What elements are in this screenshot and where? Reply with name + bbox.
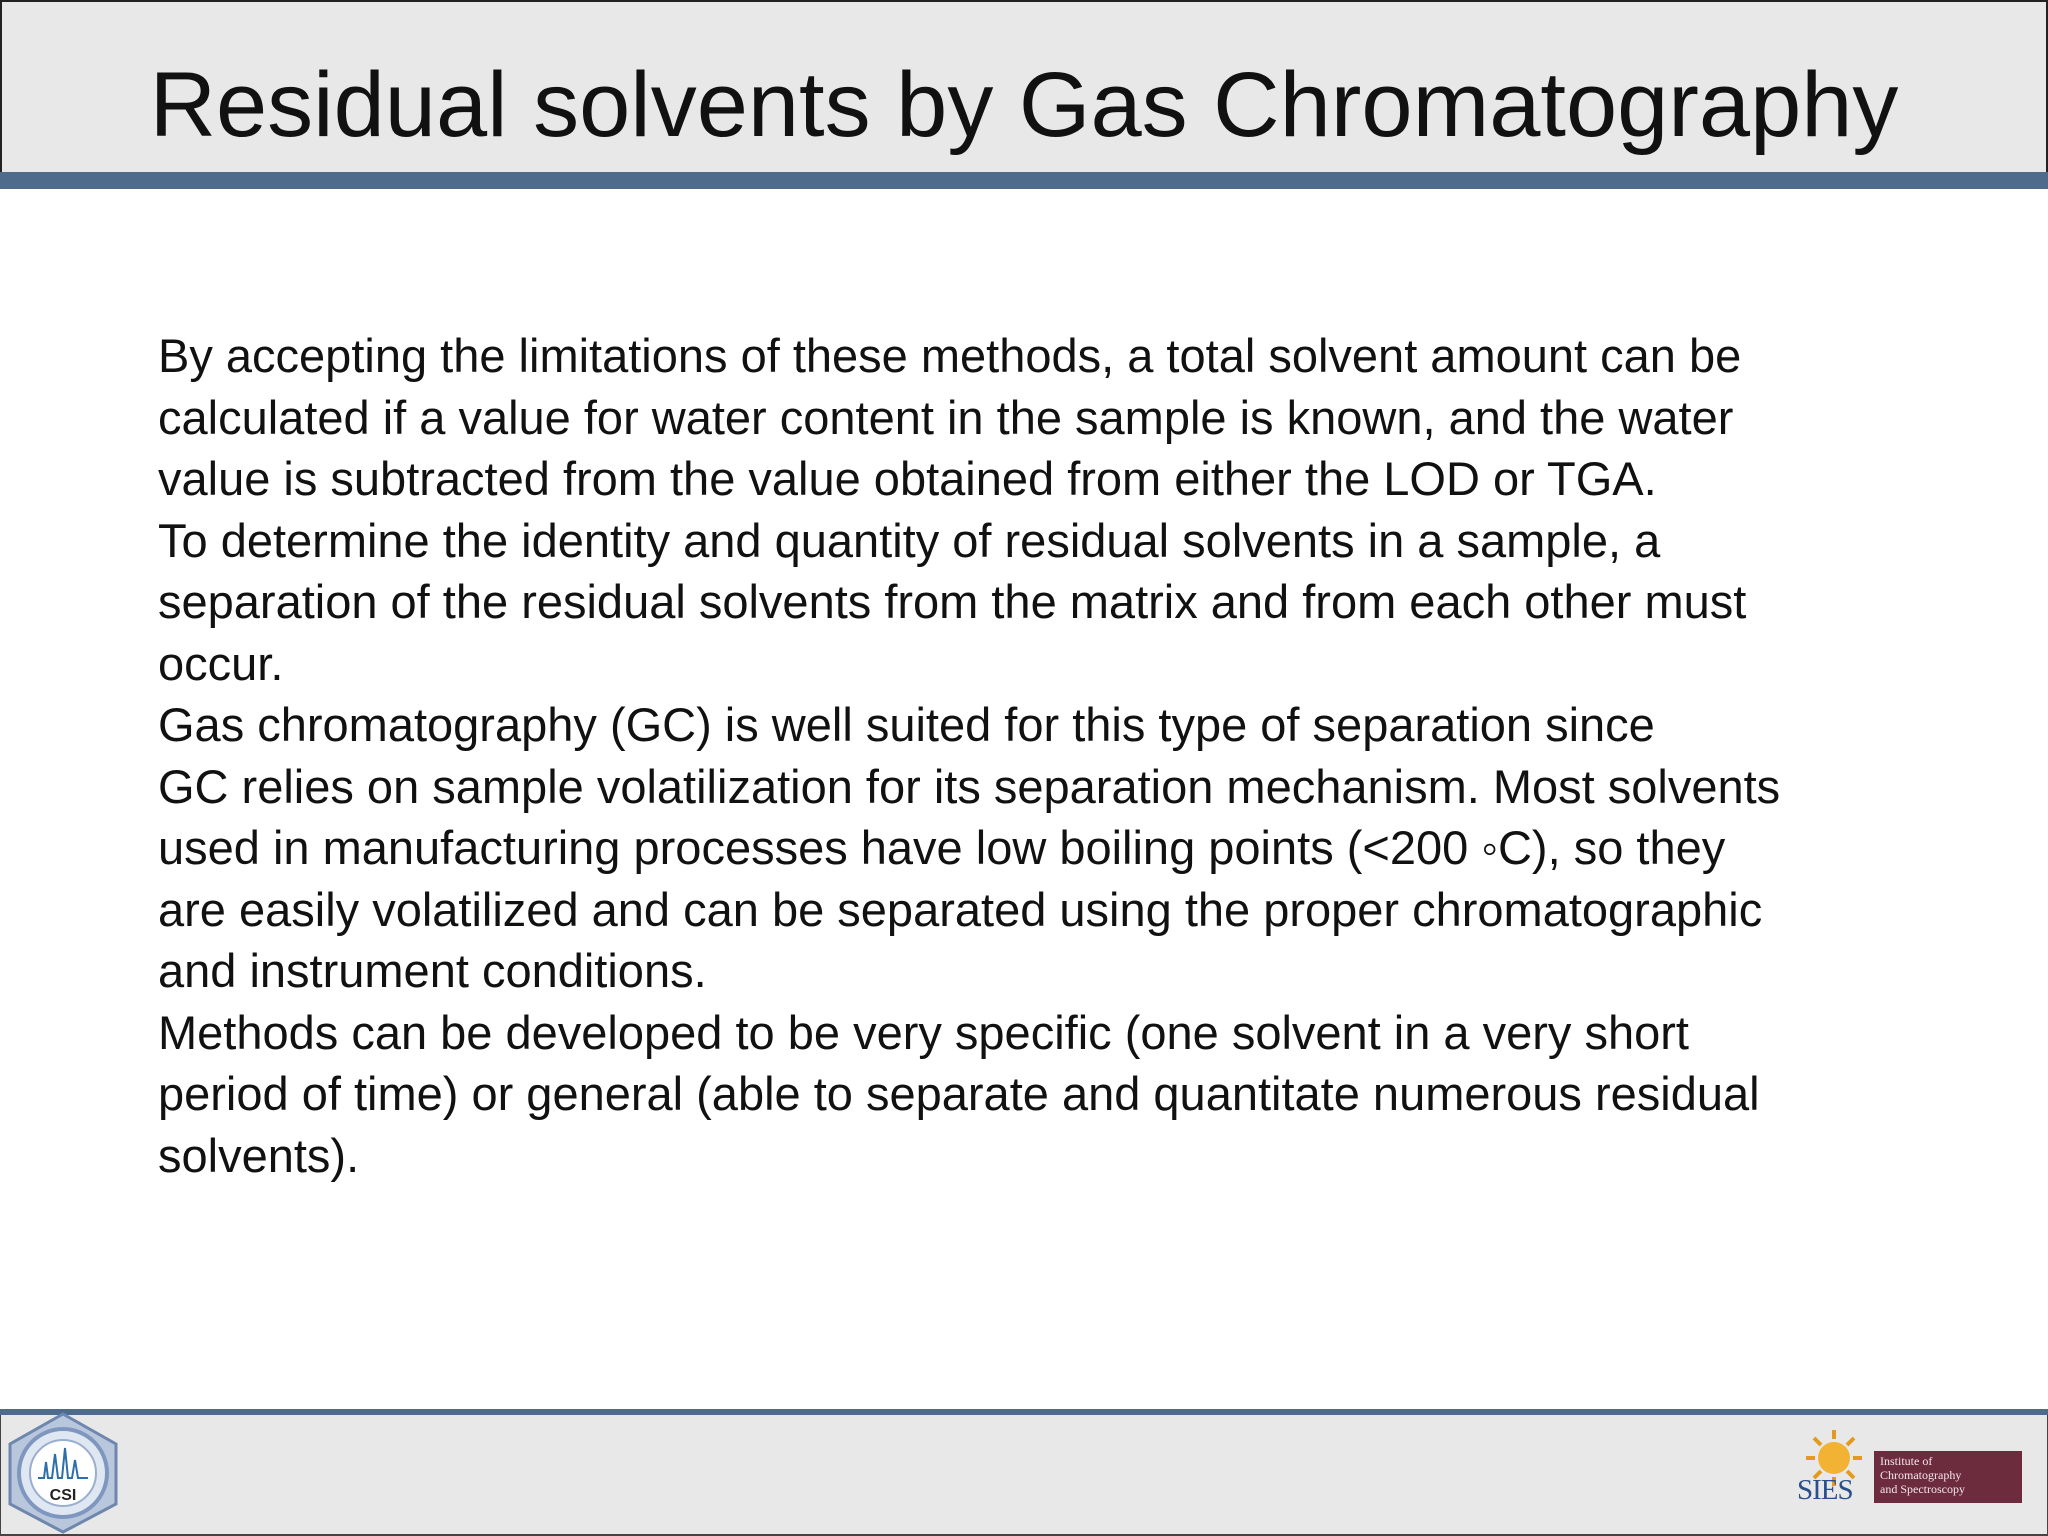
institute-line-2: Chromatography <box>1880 1468 1962 1482</box>
slide-title: Residual solvents by Gas Chromatography <box>149 54 1899 156</box>
paragraph-water-content: By accepting the limitations of these methods, a total solvent amount can be calculated if a value for water content in the sample is known, and the water value is subtracted from the value obtained from either the LOD or TGA. <box>158 329 1742 505</box>
institute-box <box>1874 1451 2022 1503</box>
paragraph-gas-chromatography: Gas chromatography (GC) is well suited for this type of separation since GC relies on sample volatilization for its separation mechanism. Most solvents used in manufacturing processes have low boiling points (<200 ◦C), so they are easily volatilized and can be separated using the proper chromatographic and instrument conditions. <box>158 698 1781 997</box>
footer-band <box>0 1415 2048 1536</box>
paragraph-separation: To determine the identity and quantity of residual solvents in a sample, a separation of the residual solvents from the matrix and from each other must occur. <box>158 513 1747 690</box>
institute-line-1: Institute of <box>1880 1454 1933 1468</box>
header-accent-bar <box>0 172 2048 189</box>
csi-logo-icon <box>4 1412 122 1534</box>
paragraph-methods: Methods can be developed to be very specific (one solvent in a very short period of time) or general (able to separate and quantitate numerous residual solvents). <box>158 1005 1760 1182</box>
slide-body <box>158 325 1938 1186</box>
csi-logo-text: CSI <box>49 1487 77 1504</box>
sies-wordmark: SIES <box>1797 1474 1853 1506</box>
institute-line-3: and Spectroscopy <box>1880 1482 1965 1496</box>
